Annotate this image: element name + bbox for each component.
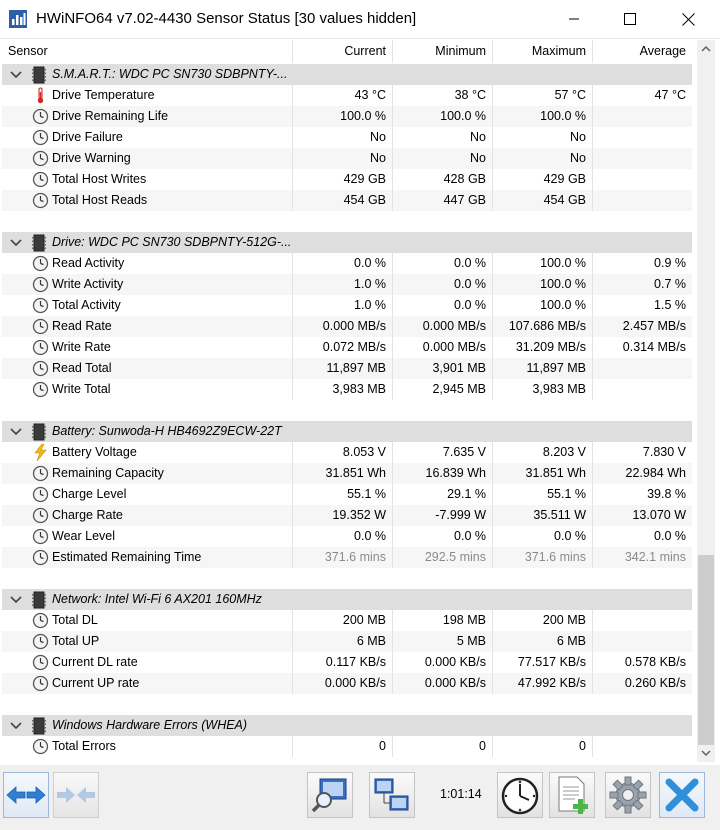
average-value: 1.5 %: [592, 295, 692, 316]
sensor-chip-icon: [32, 66, 46, 84]
average-value: 342.1 mins: [592, 547, 692, 568]
sensor-row[interactable]: [2, 610, 692, 631]
current-value: 31.851 Wh: [292, 463, 392, 484]
sensor-row[interactable]: [2, 106, 692, 127]
sensor-row[interactable]: [2, 505, 692, 526]
minimum-value: 0.0 %: [392, 274, 492, 295]
current-value: 200 MB: [292, 610, 392, 631]
current-value: 19.352 W: [292, 505, 392, 526]
spacer-row: [2, 211, 692, 232]
current-value: 0.0 %: [292, 526, 392, 547]
average-value: [592, 148, 692, 169]
maximum-value: 429 GB: [492, 169, 592, 190]
sensor-group-header[interactable]: [2, 589, 692, 610]
sensor-row[interactable]: [2, 484, 692, 505]
sensor-row[interactable]: [2, 526, 692, 547]
maximum-value: 8.203 V: [492, 442, 592, 463]
average-value: 0.260 KB/s: [592, 673, 692, 694]
sensor-clock-icon: [32, 549, 49, 566]
sensor-label: Drive Failure: [52, 130, 123, 144]
sensor-row[interactable]: [2, 379, 692, 400]
navigate-disabled-button[interactable]: [53, 772, 99, 818]
sensor-group-header[interactable]: [2, 421, 692, 442]
sensor-clock-icon: [32, 612, 49, 629]
current-value: 6 MB: [292, 631, 392, 652]
minimum-value: 0.000 KB/s: [392, 652, 492, 673]
close-x-icon: [664, 777, 700, 813]
sensor-clock-icon: [32, 654, 49, 671]
navigate-both-icon: [6, 784, 46, 806]
group-label: Windows Hardware Errors (WHEA): [52, 718, 248, 732]
maximize-icon: [624, 13, 636, 25]
minimum-value: 16.839 Wh: [392, 463, 492, 484]
table-header: [2, 40, 692, 63]
sensor-row[interactable]: [2, 673, 692, 694]
current-value: 55.1 %: [292, 484, 392, 505]
average-value: 0.314 MB/s: [592, 337, 692, 358]
sensor-label: Estimated Remaining Time: [52, 550, 202, 564]
minimum-value: 100.0 %: [392, 106, 492, 127]
network-icon: [373, 776, 411, 814]
maximum-value: 11,897 MB: [492, 358, 592, 379]
sensor-row[interactable]: [2, 547, 692, 568]
minimum-value: 0.000 KB/s: [392, 673, 492, 694]
minimum-value: 447 GB: [392, 190, 492, 211]
maximum-value: 57 °C: [492, 85, 592, 106]
average-value: [592, 106, 692, 127]
sensor-row[interactable]: [2, 253, 692, 274]
sensor-row[interactable]: [2, 148, 692, 169]
current-value: 0.000 KB/s: [292, 673, 392, 694]
sensor-chip-icon: [32, 423, 46, 441]
sensor-clock-icon: [32, 276, 49, 293]
header-sensor[interactable]: Sensor: [8, 44, 48, 58]
title-bar: [0, 0, 720, 39]
sensor-chip-icon: [32, 234, 46, 252]
maximum-value: 107.686 MB/s: [492, 316, 592, 337]
network-button[interactable]: [369, 772, 415, 818]
sensor-clock-icon: [32, 150, 49, 167]
sensor-label: Remaining Capacity: [52, 466, 164, 480]
collapse-chevron-icon[interactable]: [10, 720, 22, 732]
sensor-clock-icon: [32, 528, 49, 545]
bottom-toolbar: [0, 765, 720, 830]
sensor-clock-icon: [32, 507, 49, 524]
collapse-chevron-icon[interactable]: [10, 594, 22, 606]
current-value: 371.6 mins: [292, 547, 392, 568]
average-value: 0.578 KB/s: [592, 652, 692, 673]
search-sensor-button[interactable]: [307, 772, 353, 818]
maximum-value: 6 MB: [492, 631, 592, 652]
minimum-value: 3,901 MB: [392, 358, 492, 379]
navigate-disabled-icon: [56, 784, 96, 806]
reset-timer-button[interactable]: [497, 772, 543, 818]
header-average[interactable]: Average: [639, 44, 686, 58]
sensor-row[interactable]: [2, 169, 692, 190]
average-value: [592, 358, 692, 379]
search-sensor-icon: [311, 776, 349, 814]
sensor-clock-icon: [32, 255, 49, 272]
average-value: [592, 127, 692, 148]
add-report-button[interactable]: [549, 772, 595, 818]
sensor-row[interactable]: [2, 631, 692, 652]
group-label: Battery: Sunwoda-H HB4692Z9ECW-22T: [52, 424, 282, 438]
current-value: 0.117 KB/s: [292, 652, 392, 673]
maximize-button[interactable]: [602, 0, 658, 38]
current-value: 1.0 %: [292, 274, 392, 295]
maximum-value: 47.992 KB/s: [492, 673, 592, 694]
average-value: 22.984 Wh: [592, 463, 692, 484]
minimum-value: 0.000 MB/s: [392, 337, 492, 358]
sensor-group-header[interactable]: [2, 715, 692, 736]
sensor-rows: [2, 64, 692, 757]
settings-button[interactable]: [605, 772, 651, 818]
maximum-value: No: [492, 148, 592, 169]
average-value: 0.7 %: [592, 274, 692, 295]
sensor-label: Write Total: [52, 382, 111, 396]
maximum-value: 0.0 %: [492, 526, 592, 547]
sensor-chip-icon: [32, 717, 46, 735]
maximum-value: 3,983 MB: [492, 379, 592, 400]
minimum-value: 29.1 %: [392, 484, 492, 505]
sensor-label: Drive Warning: [52, 151, 131, 165]
app-icon: [9, 10, 27, 28]
add-report-icon: [553, 775, 591, 815]
sensor-row[interactable]: [2, 652, 692, 673]
average-value: [592, 610, 692, 631]
sensor-group-header[interactable]: [2, 64, 692, 85]
sensor-clock-icon: [32, 129, 49, 146]
sensor-label: Read Rate: [52, 319, 112, 333]
sensor-clock-icon: [32, 360, 49, 377]
header-maximum[interactable]: Maximum: [531, 44, 586, 58]
close-icon: [682, 13, 695, 26]
minimum-value: 5 MB: [392, 631, 492, 652]
sensor-label: Read Total: [52, 361, 112, 375]
sensor-clock-icon: [32, 192, 49, 209]
maximum-value: 0: [492, 736, 592, 757]
close-sensors-button[interactable]: [659, 772, 705, 818]
minimize-icon: [568, 13, 580, 25]
sensor-table[interactable]: [2, 40, 692, 762]
current-value: No: [292, 148, 392, 169]
maximum-value: 100.0 %: [492, 295, 592, 316]
minimum-value: 0: [392, 736, 492, 757]
average-value: [592, 190, 692, 211]
sensor-clock-icon: [32, 633, 49, 650]
scrollbar-thumb[interactable]: [698, 555, 714, 745]
sensor-row[interactable]: [2, 85, 692, 106]
sensor-label: Read Activity: [52, 256, 125, 270]
maximum-value: 77.517 KB/s: [492, 652, 592, 673]
current-value: 100.0 %: [292, 106, 392, 127]
sensor-label: Current UP rate: [52, 676, 140, 690]
header-minimum[interactable]: Minimum: [435, 44, 486, 58]
maximum-value: 454 GB: [492, 190, 592, 211]
sensor-clock-icon: [32, 339, 49, 356]
maximum-value: 100.0 %: [492, 253, 592, 274]
sensor-group-header[interactable]: [2, 232, 692, 253]
average-value: 47 °C: [592, 85, 692, 106]
minimum-value: 0.0 %: [392, 295, 492, 316]
sensor-row[interactable]: [2, 274, 692, 295]
minimum-value: 292.5 mins: [392, 547, 492, 568]
maximum-value: 31.209 MB/s: [492, 337, 592, 358]
minimum-value: 428 GB: [392, 169, 492, 190]
spacer-row: [2, 694, 692, 715]
scroll-down-arrow-icon[interactable]: [697, 744, 715, 762]
average-value: [592, 169, 692, 190]
spacer-row: [2, 568, 692, 589]
sensor-clock-icon: [32, 738, 49, 755]
average-value: 7.830 V: [592, 442, 692, 463]
minimum-value: No: [392, 148, 492, 169]
elapsed-timer: 1:01:14: [440, 787, 482, 801]
settings-gear-icon: [609, 776, 647, 814]
maximum-value: No: [492, 127, 592, 148]
sensor-label: Write Rate: [52, 340, 111, 354]
group-label: S.M.A.R.T.: WDC PC SN730 SDBPNTY-...: [52, 67, 288, 81]
maximum-value: 100.0 %: [492, 274, 592, 295]
scroll-up-arrow-icon[interactable]: [697, 40, 715, 58]
sensor-row[interactable]: [2, 358, 692, 379]
average-value: 0.0 %: [592, 526, 692, 547]
current-value: 0.072 MB/s: [292, 337, 392, 358]
sensor-row[interactable]: [2, 736, 692, 757]
window-title: HWiNFO64 v7.02-4430 Sensor Status [30 values hidden]: [36, 10, 417, 27]
current-value: 0: [292, 736, 392, 757]
sensor-clock-icon: [32, 297, 49, 314]
average-value: [592, 736, 692, 757]
sensor-label: Charge Level: [52, 487, 127, 501]
sensor-clock-icon: [32, 486, 49, 503]
minimum-value: 2,945 MB: [392, 379, 492, 400]
current-value: 43 °C: [292, 85, 392, 106]
maximum-value: 31.851 Wh: [492, 463, 592, 484]
sensor-row[interactable]: [2, 316, 692, 337]
sensor-label: Total Errors: [52, 739, 116, 753]
sensor-row[interactable]: [2, 127, 692, 148]
sensor-label: Total Host Writes: [52, 172, 147, 186]
clock-reset-icon: [500, 775, 540, 815]
sensor-clock-icon: [32, 318, 49, 335]
maximum-value: 200 MB: [492, 610, 592, 631]
sensor-clock-icon: [32, 381, 49, 398]
sensor-label: Charge Rate: [52, 508, 123, 522]
voltage-bolt-icon: [32, 444, 49, 461]
sensor-row[interactable]: [2, 463, 692, 484]
minimum-value: 38 °C: [392, 85, 492, 106]
current-value: 0.000 MB/s: [292, 316, 392, 337]
minimum-value: 0.000 MB/s: [392, 316, 492, 337]
average-value: 13.070 W: [592, 505, 692, 526]
header-current[interactable]: Current: [344, 44, 386, 58]
minimize-button[interactable]: [546, 0, 602, 38]
sensor-label: Current DL rate: [52, 655, 138, 669]
collapse-chevron-icon[interactable]: [10, 237, 22, 249]
average-value: 2.457 MB/s: [592, 316, 692, 337]
current-value: 429 GB: [292, 169, 392, 190]
current-value: 11,897 MB: [292, 358, 392, 379]
spacer-row: [2, 400, 692, 421]
current-value: 454 GB: [292, 190, 392, 211]
sensor-chip-icon: [32, 591, 46, 609]
sensor-row[interactable]: [2, 295, 692, 316]
sensor-label: Total UP: [52, 634, 100, 648]
current-value: 1.0 %: [292, 295, 392, 316]
maximum-value: 100.0 %: [492, 106, 592, 127]
sensor-label: Wear Level: [52, 529, 115, 543]
sensor-label: Drive Remaining Life: [52, 109, 169, 123]
sensor-clock-icon: [32, 108, 49, 125]
minimum-value: No: [392, 127, 492, 148]
minimum-value: 0.0 %: [392, 526, 492, 547]
group-label: Network: Intel Wi-Fi 6 AX201 160MHz: [52, 592, 262, 606]
group-label: Drive: WDC PC SN730 SDBPNTY-512G-...: [52, 235, 292, 249]
collapse-chevron-icon[interactable]: [10, 69, 22, 81]
current-value: 8.053 V: [292, 442, 392, 463]
close-button[interactable]: [660, 0, 716, 38]
minimum-value: 7.635 V: [392, 442, 492, 463]
sensor-label: Total DL: [52, 613, 98, 627]
average-value: 0.9 %: [592, 253, 692, 274]
sensor-label: Total Activity: [52, 298, 121, 312]
navigate-button[interactable]: [3, 772, 49, 818]
maximum-value: 55.1 %: [492, 484, 592, 505]
sensor-clock-icon: [32, 171, 49, 188]
thermometer-icon: [32, 87, 49, 104]
average-value: 39.8 %: [592, 484, 692, 505]
sensor-row[interactable]: [2, 442, 692, 463]
vertical-scrollbar[interactable]: [697, 40, 715, 762]
sensor-clock-icon: [32, 465, 49, 482]
maximum-value: 371.6 mins: [492, 547, 592, 568]
average-value: [592, 631, 692, 652]
sensor-label: Drive Temperature: [52, 88, 155, 102]
minimum-value: 198 MB: [392, 610, 492, 631]
sensor-row[interactable]: [2, 337, 692, 358]
sensor-clock-icon: [32, 675, 49, 692]
minimum-value: -7.999 W: [392, 505, 492, 526]
minimum-value: 0.0 %: [392, 253, 492, 274]
sensor-row[interactable]: [2, 190, 692, 211]
collapse-chevron-icon[interactable]: [10, 426, 22, 438]
sensor-label: Total Host Reads: [52, 193, 148, 207]
average-value: [592, 379, 692, 400]
sensor-label: Write Activity: [52, 277, 124, 291]
sensor-label: Battery Voltage: [52, 445, 137, 459]
current-value: No: [292, 127, 392, 148]
current-value: 0.0 %: [292, 253, 392, 274]
maximum-value: 35.511 W: [492, 505, 592, 526]
current-value: 3,983 MB: [292, 379, 392, 400]
